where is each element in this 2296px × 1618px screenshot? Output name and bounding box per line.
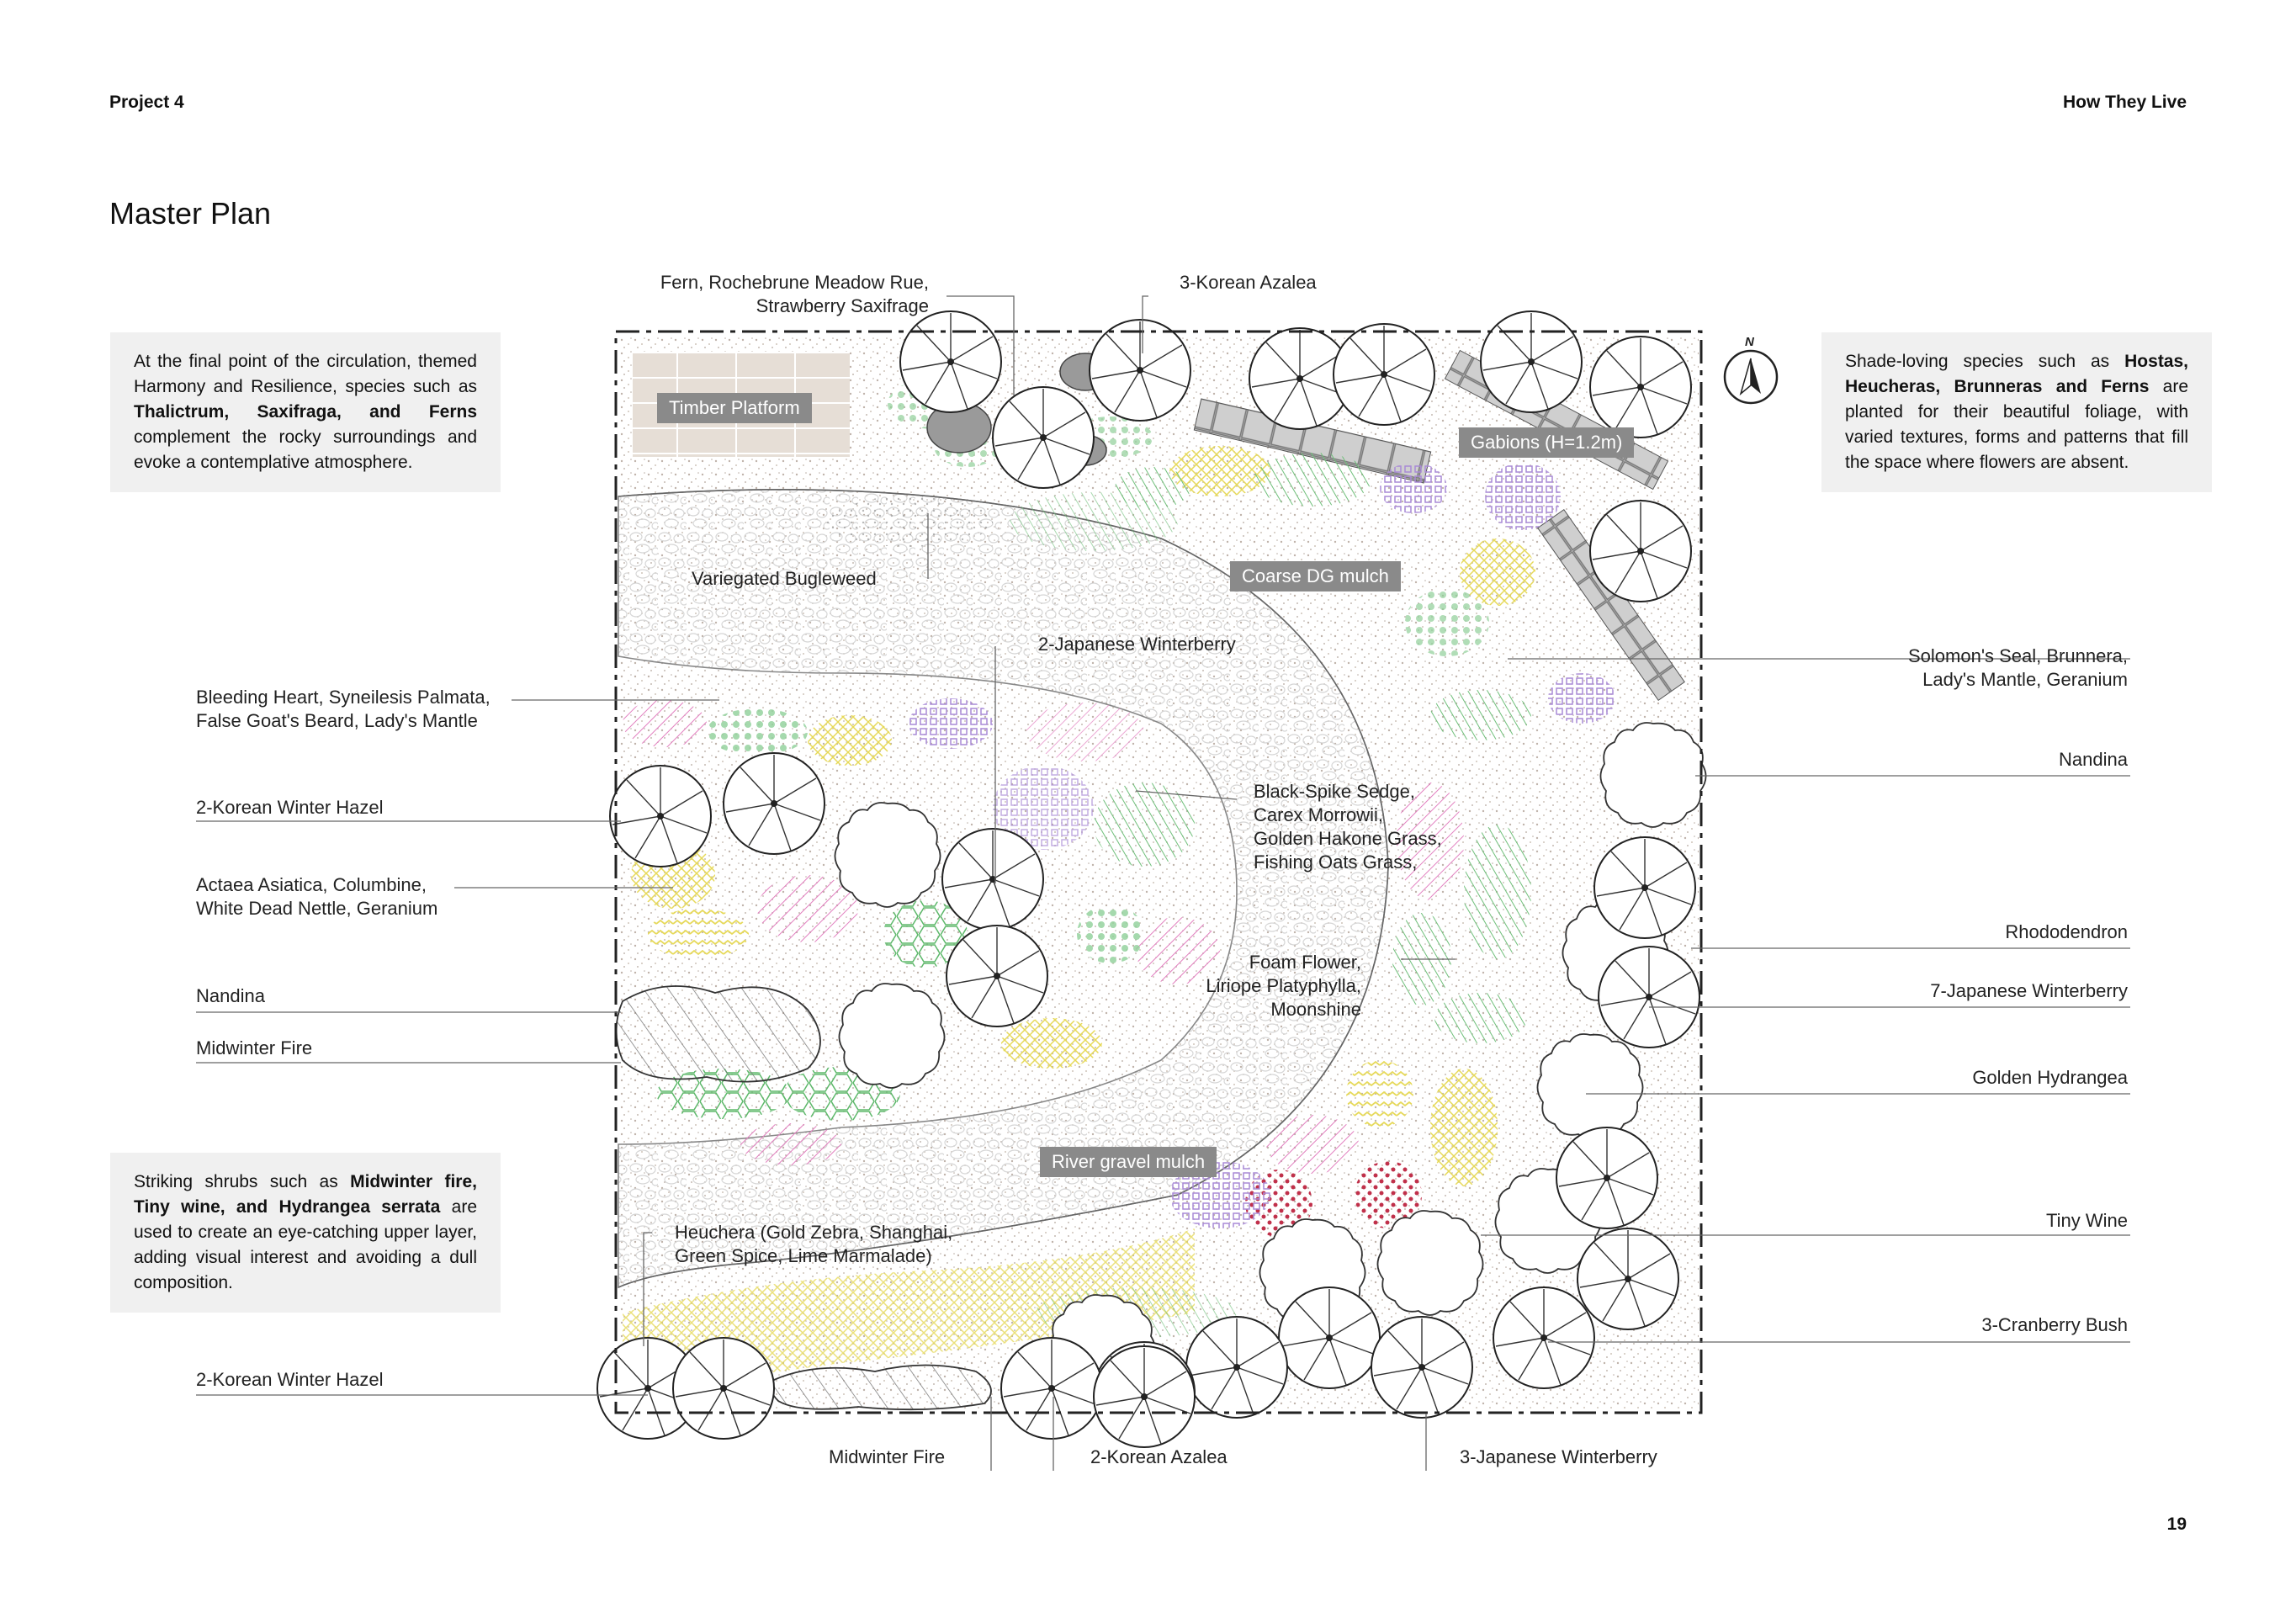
label-japanese-winterberry-2: 2-Japanese Winterberry: [1038, 634, 1236, 655]
note-striking-shrubs: Striking shrubs such as Midwinter fire, Tiny wine, and Hydrangea serrata are used to create an eye-catching upper layer, adding visual interest and avoiding a dull composition.: [110, 1153, 501, 1313]
label-bleeding-heart: Bleeding Heart, Syneilesis Palmata, False Goat's Beard, Lady's Mantle: [196, 687, 490, 731]
tag-river-gravel: River gravel mulch: [1040, 1147, 1217, 1177]
label-japanese-winterberry-7: 7-Japanese Winterberry: [1930, 980, 2128, 1001]
label-sedges: Black-Spike Sedge, Carex Morrowii, Golden Hakone Grass, Fishing Oats Grass,: [1254, 781, 1442, 873]
label-korean-azalea-2: 2-Korean Azalea: [1090, 1446, 1228, 1467]
label-nandina-right: Nandina: [2059, 749, 2128, 770]
label-korean-azalea-3: 3-Korean Azalea: [1180, 272, 1317, 293]
label-heuchera: Heuchera (Gold Zebra, Shanghai, Green Spice, Lime Marmalade): [675, 1222, 953, 1266]
label-nandina-left: Nandina: [196, 985, 265, 1006]
label-cranberry-bush: 3-Cranberry Bush: [1981, 1314, 2128, 1335]
page-number: 19: [2166, 1515, 2187, 1534]
section-label: How They Live: [2062, 93, 2187, 112]
page-title: Master Plan: [109, 196, 272, 231]
north-label: N: [1745, 335, 1754, 349]
note-harmony: At the final point of the circulation, themed Harmony and Resilience, species such as Thalictrum, Saxifraga, and Ferns complement the rocky surroundings and evoke a contemplative atmosphere.: [110, 332, 501, 492]
project-label: Project 4: [109, 93, 184, 112]
tag-gabions: Gabions (H=1.2m): [1459, 427, 1634, 458]
label-midwinter-fire-left: Midwinter Fire: [196, 1037, 313, 1058]
label-rhododendron: Rhododendron: [2005, 921, 2128, 942]
tag-coarse-dg: Coarse DG mulch: [1230, 561, 1401, 591]
label-bugleweed: Variegated Bugleweed: [692, 568, 877, 589]
label-fern: Fern, Rochebrune Meadow Rue, Strawberry Saxifrage: [660, 272, 929, 316]
label-japanese-winterberry-3: 3-Japanese Winterberry: [1460, 1446, 1657, 1467]
label-korean-winter-hazel-a: 2-Korean Winter Hazel: [196, 797, 384, 818]
label-golden-hydrangea: Golden Hydrangea: [1972, 1067, 2128, 1088]
tag-timber-platform: Timber Platform: [657, 393, 812, 423]
label-korean-winter-hazel-b: 2-Korean Winter Hazel: [196, 1369, 384, 1390]
label-midwinter-fire-bottom: Midwinter Fire: [829, 1446, 946, 1467]
label-actaea: Actaea Asiatica, Columbine, White Dead Nettle, Geranium: [196, 874, 438, 919]
label-foam-flower: Foam Flower, Liriope Platyphylla, Moonshine: [1206, 952, 1361, 1020]
label-tiny-wine: Tiny Wine: [2046, 1210, 2128, 1231]
note-shade-loving: Shade-loving species such as Hostas, Heucheras, Brunneras and Ferns are planted for their beautiful foliage, with varied textures, forms and patterns that fill the space where flowers are absent.: [1821, 332, 2212, 492]
label-solomons-seal: Solomon's Seal, Brunnera, Lady's Mantle, Geranium: [1907, 645, 2128, 690]
